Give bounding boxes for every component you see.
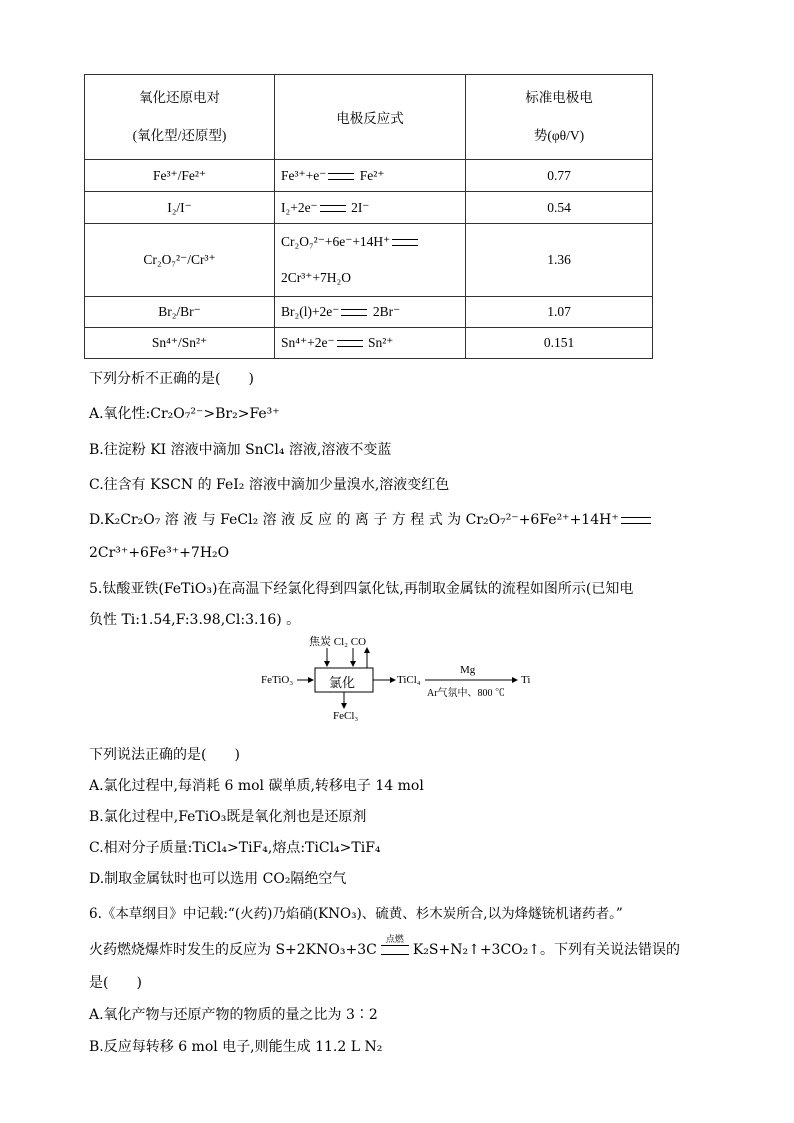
q4-stem: 下列分析不正确的是( )	[89, 371, 254, 387]
q5-option-b: B.氯化过程中,FeTiO₃既是氧化剂也是还原剂	[89, 809, 367, 825]
q4-option-a: A.氧化性:Cr₂O₇²⁻>Br₂>Fe³⁺	[89, 406, 280, 422]
reaction-left: Sn⁴⁺+2e⁻	[281, 335, 335, 350]
reaction-right: Fe²⁺	[359, 167, 385, 183]
reaction-cell	[275, 192, 466, 224]
flow-intermediate: TiCl₄	[397, 674, 421, 686]
q6-option-a: A.氧化产物与还原产物的物质的量之比为 3∶2	[89, 1007, 378, 1023]
reaction-left: Br₂(l)+2e⁻	[281, 304, 340, 319]
reaction-right: Sn²⁺	[367, 335, 394, 350]
process-flow-diagram	[255, 630, 545, 730]
q5-option-d: D.制取金属钛时也可以选用 CO₂隔绝空气	[89, 871, 347, 887]
header-couple	[85, 75, 275, 160]
ignite-condition: 点燃	[385, 935, 404, 945]
potential-cell: 0.54	[466, 192, 653, 224]
potential-cell: 1.36	[466, 224, 653, 297]
q6-stem-line1: 6.《本草纲目》中记载:“(火药)乃焰硝(KNO₃)、硫黄、杉木炭所合,以为烽燧铳机诸药者。”	[89, 906, 623, 922]
q4-option-b: B.往淀粉 KI 溶液中滴加 SnCl₄ 溶液,溶液不变蓝	[89, 442, 392, 458]
reaction-right: 2Cr³⁺+7H₂O	[281, 270, 351, 285]
q5-option-c: C.相对分子质量:TiCl₄>TiF₄,熔点:TiCl₄>TiF₄	[89, 840, 381, 856]
reaction-equals	[621, 517, 651, 524]
reaction-left: I₂+2e⁻	[281, 199, 318, 215]
table-row	[85, 160, 653, 192]
potential-cell: 0.77	[466, 160, 653, 192]
q5-stem-line2: 负性 Ti:1.54,F:3.98,Cl:3.16) 。	[89, 612, 301, 628]
header-potential-line1: 标准电极电	[525, 90, 593, 105]
equilibrium-arrow	[320, 205, 346, 212]
equilibrium-arrow	[341, 309, 367, 316]
table-row	[85, 297, 653, 328]
reaction-left: Fe³⁺+e⁻	[281, 167, 327, 183]
header-potential	[466, 75, 653, 160]
reaction-cell	[275, 224, 466, 297]
flow-box-label: 氯化	[329, 675, 356, 690]
q4-option-c: C.往含有 KSCN 的 FeI₂ 溶液中滴加少量溴水,溶液变红色	[89, 477, 450, 493]
ignite-equals-sign	[381, 935, 409, 955]
q4-option-d-text: D.K₂Cr₂O₇ 溶 液 与 FeCl₂ 溶 液 反 应 的 离 子 方 程 式 为 Cr₂O₇²⁻+6Fe²⁺+14H⁺	[89, 512, 619, 528]
q4-option-d-line1	[89, 509, 653, 529]
q6-reaction-right: K₂S+N₂↑+3CO₂↑。下列有关说法错误的	[412, 942, 680, 958]
reaction-cell	[275, 160, 466, 192]
q6-reaction-left: 火药燃烧爆炸时发生的反应为 S+2KNO₃+3C	[89, 942, 377, 958]
couple-cell: Sn⁴⁺/Sn²⁺	[85, 328, 275, 359]
couple-cell: I₂/I⁻	[85, 192, 275, 224]
flow-byproduct: FeCl₃	[333, 710, 359, 722]
table-row	[85, 224, 653, 297]
q5-stem-line1: 5.钛酸亚铁(FeTiO₃)在高温下经氯化得到四氯化钛,再制取金属钛的流程如图所示(已知电	[89, 581, 634, 597]
potential-cell: 1.07	[466, 297, 653, 328]
header-couple-line1: 氧化还原电对	[139, 90, 220, 105]
flow-input: FeTiO₃	[261, 674, 294, 686]
header-couple-line2: (氧化型/还原型)	[132, 128, 227, 143]
q6-stem-line3: 是( )	[89, 975, 142, 991]
equilibrium-arrow	[392, 239, 418, 246]
reaction-right: 2Br⁻	[372, 304, 401, 319]
q6-option-b: B.反应每转移 6 mol 电子,则能生成 11.2 L N₂	[89, 1039, 383, 1055]
reaction-left: Cr₂O₇²⁻+6e⁻+14H⁺	[281, 234, 391, 249]
header-reaction: 电极反应式	[275, 75, 466, 160]
flow-arrow-top: Mg	[460, 664, 476, 676]
reaction-cell	[275, 328, 466, 359]
flow-arrow-bottom: Ar气氛中、800 ℃	[427, 688, 506, 699]
q5-option-a: A.氯化过程中,每消耗 6 mol 碳单质,转移电子 14 mol	[89, 778, 424, 794]
couple-cell: Fe³⁺/Fe²⁺	[85, 160, 275, 192]
flow-reagents: 焦炭 Cl₂ CO	[309, 636, 367, 648]
table-row	[85, 192, 653, 224]
table-row	[85, 328, 653, 359]
couple-cell: Cr₂O₇²⁻/Cr³⁺	[85, 224, 275, 297]
potential-cell: 0.151	[466, 328, 653, 359]
flow-product: Ti	[521, 674, 531, 686]
header-potential-line2: 势(φθ/V)	[533, 128, 585, 143]
reaction-cell	[275, 297, 466, 328]
equilibrium-arrow	[328, 173, 354, 180]
reaction-right: 2I⁻	[351, 199, 370, 215]
q6-stem-line2	[89, 935, 680, 959]
redox-table	[84, 74, 653, 359]
q4-option-d-line2: 2Cr³⁺+6Fe³⁺+7H₂O	[89, 545, 230, 561]
q5-question: 下列说法正确的是( )	[89, 747, 240, 763]
table-header-row	[85, 75, 653, 160]
couple-cell: Br₂/Br⁻	[85, 297, 275, 328]
equilibrium-arrow	[337, 340, 363, 347]
